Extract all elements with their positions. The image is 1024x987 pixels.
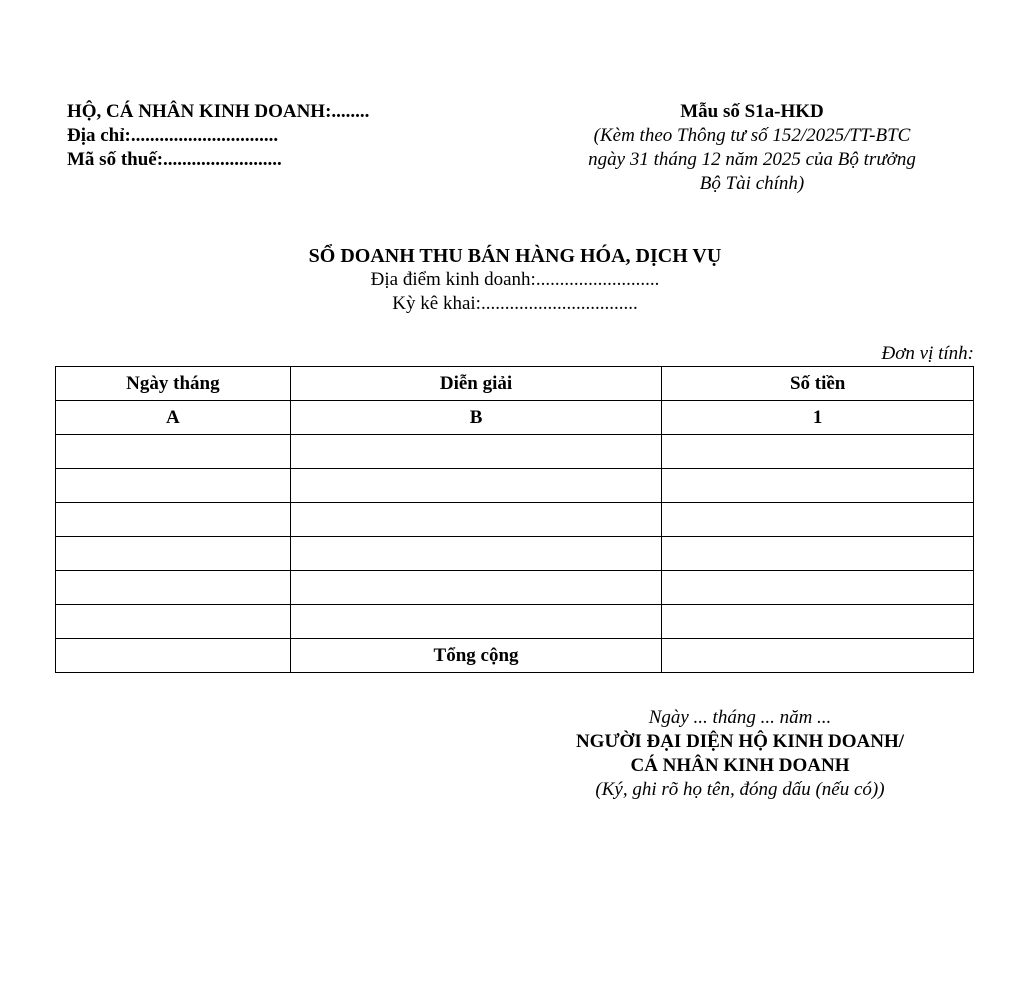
amount-cell[interactable] (662, 435, 974, 469)
revenue-ledger-table (55, 366, 974, 673)
header-date: Ngày tháng (56, 367, 291, 401)
date-cell[interactable] (56, 537, 291, 571)
business-location-line: Địa điểm kinh doanh:.......................... (370, 269, 660, 290)
date-cell[interactable] (56, 435, 291, 469)
amount-cell[interactable] (662, 469, 974, 503)
signatory-role-line-1: NGƯỜI ĐẠI DIỆN HỘ KINH DOANH/ (575, 731, 905, 752)
table-header-row (56, 367, 974, 401)
column-code-row (56, 401, 974, 435)
signatory-role-line-2: CÁ NHÂN KINH DOANH (630, 755, 850, 776)
unit-label: Đơn vị tính: (881, 343, 974, 364)
date-cell[interactable] (56, 605, 291, 639)
description-cell[interactable] (290, 503, 662, 537)
form-reference-line-3: Bộ Tài chính) (699, 173, 805, 194)
signature-date-line: Ngày ... tháng ... năm ... (648, 707, 832, 728)
description-cell[interactable] (290, 571, 662, 605)
description-cell[interactable] (290, 435, 662, 469)
column-code-b: B (290, 401, 662, 435)
business-info (67, 100, 369, 172)
ledger-title-block (0, 244, 1024, 316)
amount-cell[interactable] (662, 503, 974, 537)
table-row (56, 537, 974, 571)
table-row (56, 469, 974, 503)
amount-cell[interactable] (662, 605, 974, 639)
date-cell[interactable] (56, 469, 291, 503)
column-code-a: A (56, 401, 291, 435)
date-cell[interactable] (56, 571, 291, 605)
tax-code-line: Mã số thuế:......................... (67, 149, 282, 170)
total-label: Tổng cộng (290, 639, 662, 673)
ledger-title: SỔ DOANH THU BÁN HÀNG HÓA, DỊCH VỤ (308, 245, 722, 267)
total-date-cell (56, 639, 291, 673)
table-row (56, 435, 974, 469)
description-cell[interactable] (290, 605, 662, 639)
amount-cell[interactable] (662, 537, 974, 571)
business-name-line: HỘ, CÁ NHÂN KINH DOANH:........ (67, 101, 370, 122)
address-line: Địa chỉ:............................... (67, 125, 279, 146)
form-code: Mẫu số S1a-HKD (680, 101, 824, 122)
total-amount-cell[interactable] (662, 639, 974, 673)
declaration-period-line: Kỳ kê khai:................................. (392, 293, 638, 314)
total-row (56, 639, 974, 673)
header-description: Diễn giải (290, 367, 662, 401)
form-reference (548, 100, 956, 196)
form-reference-line-2: ngày 31 tháng 12 năm 2025 của Bộ trưởng (588, 149, 916, 170)
amount-cell[interactable] (662, 571, 974, 605)
table-row (56, 605, 974, 639)
header-amount: Số tiền (662, 367, 974, 401)
form-reference-line-1: (Kèm theo Thông tư số 152/2025/TT-BTC (593, 125, 911, 146)
date-cell[interactable] (56, 503, 291, 537)
description-cell[interactable] (290, 469, 662, 503)
signature-block (500, 706, 980, 802)
column-code-1: 1 (662, 401, 974, 435)
table-row (56, 503, 974, 537)
description-cell[interactable] (290, 537, 662, 571)
signature-note: (Ký, ghi rõ họ tên, đóng dấu (nếu có)) (595, 779, 885, 800)
table-row (56, 571, 974, 605)
